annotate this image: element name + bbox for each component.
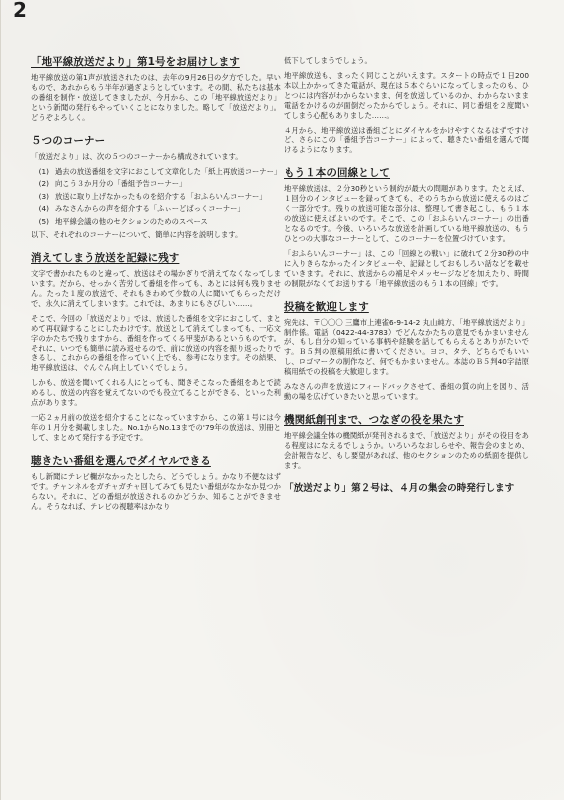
section-heading-first-issue: 「地平線放送だより」第1号をお届けします bbox=[31, 56, 240, 68]
paragraph-continuation-1: 地平線放送も、まったく同じことがいえます。スタートの時点で１日200本以上かかってきた電話が、現在は５本ぐらいになってしまったのも、ひとつには内容がわからないまま、何を放送しているのか、わからないまま電話をかけるのが面倒だったからでしょう。それに、同じ番組を２度聞いてしまう心配もありました……。 bbox=[284, 70, 529, 120]
closing-note: 「放送だより」第２号は、４月の集会の時発行します bbox=[284, 482, 515, 494]
paragraph-continuation-0: 低下してしまうでしょう。 bbox=[284, 56, 372, 65]
section-select-program bbox=[31, 455, 281, 512]
section-heading-record-broadcast: 消えてしまう放送を記録に残す bbox=[31, 252, 180, 264]
corner-list-number-4: (4) bbox=[38, 204, 49, 214]
right-column bbox=[284, 56, 529, 495]
paragraph-continuation-2: ４月から、地平線放送は番組ごとにダイヤルをかけやすくなるはずですけど、さらにこの「番組予告コーナー」によって、聴きたい番組を選んで聞けるようになります。 bbox=[284, 125, 529, 155]
section-heading-another-line: もう１本の回線として bbox=[284, 167, 390, 180]
paragraph-five-corners-intro: 「放送だより」は、次の５つのコーナーから構成されています。 bbox=[31, 151, 243, 161]
section-bridge-role bbox=[284, 414, 529, 471]
paragraph-record-broadcast-2: そこで、今回の「放送だより」では、放送した番組を文字におこして、まとめて再収録することにしたわけです。放送として消えてしまっても、一応文字のかたちで残りますから、番組を作ってくる甲斐があるというものです。それに、いつでも簡単に読み返せるので、前に放送の内容を振り返ったりできるし、これからの番組を作っていく上でも、参考になります。その結果、地平線放送は、ぐんぐん向上していくでしょう。 bbox=[31, 313, 281, 373]
left-column bbox=[31, 56, 281, 524]
paragraph-first-issue: 地平線放送の第1声が放送されたのは、去年の9月26日の夕方でした。早いもので、あれからもう半年が過ぎようとしています。その間、私たちは基本の番組を制作・放送してきましたが、今月から、この「地平線放送だより」という新聞の発行もやっていくことになりました。略して「放送だより」。どうぞよろしく。 bbox=[31, 73, 281, 122]
paragraph-another-line-2: 「おふらいんコーナー」は、この「回線との戦い」に破れて２分30秒の中に入りきらなかったインタビューや、記録としておもしろい話などを載せていきます。それに、放送からの補足やメッセージなどを加えたり、時間の制限がなくてお送りする「地平線放送のもう１本の回線」です。 bbox=[284, 248, 529, 288]
section-heading-bridge-role: 機関紙創刊まで、つなぎの役を果たす bbox=[284, 414, 464, 427]
corner-list-text-2: 向こう３か月分の「番組予告コーナー」 bbox=[55, 179, 187, 189]
corner-list-item-2 bbox=[31, 179, 281, 188]
paragraph-submissions-1: 宛先は、〒〇〇〇 三鷹市上連雀6-9-14-2 丸山純方、「地平線放送だより」制作係。電話（0422-44-3783）でどんなかたちの意見でもかまいませんが、もし自分の知っている事柄や経験を話してもらえるとありがたいです。Ｂ５判の原稿用紙に書いてください。ヨコ、タテ、どちらでもいいし、ロゴマークの制作など、何でもかまいません。本誌のＢ５判40字詰原稿用紙での投稿を大歓迎します。 bbox=[284, 317, 529, 377]
corner-list-item-1 bbox=[31, 167, 281, 176]
corner-list-number-5: (5) bbox=[38, 216, 49, 226]
section-five-corners bbox=[31, 135, 281, 240]
paragraph-submissions-2: みなさんの声を放送にフィードバックさせて、番組の質の向上を図り、活動の場を広げていきたいと思っています。 bbox=[284, 382, 529, 402]
section-submissions bbox=[284, 301, 529, 402]
corner-list-number-3: (3) bbox=[38, 191, 49, 201]
corner-list bbox=[31, 167, 281, 226]
corner-list-text-4: みなさんからの声を紹介する「ふぃーどばっくコーナー」 bbox=[55, 204, 245, 214]
corner-list-number-2: (2) bbox=[38, 179, 49, 189]
corner-list-item-4 bbox=[31, 204, 281, 213]
paragraph-record-broadcast-4: 一応２ヵ月前の放送を紹介することになっていますから、この第１号には今年の１月分を掲載しました。No.1からNo.13までの'79年の放送は、別冊として、まとめて発行する予定です。 bbox=[31, 413, 281, 442]
section-heading-submissions: 投稿を歓迎します bbox=[284, 300, 369, 313]
corner-list-item-5 bbox=[31, 217, 281, 226]
corner-list-text-1: 過去の放送番組を文字におこして文章化した「紙上再放送コーナー」 bbox=[55, 166, 282, 176]
section-continuation bbox=[284, 56, 529, 155]
corner-list-item-3 bbox=[31, 192, 281, 201]
paragraph-bridge-role-1: 地平線会議全体の機関紙が発刊されるまで、「放送だより」がその役目をある程度はになえるでしょうか。いろいろなおしらせや、報告会のまとめ、会計報告など、もし要望があれば、他のセクションのための紙面を提供します。 bbox=[284, 431, 529, 470]
section-record-broadcast bbox=[31, 252, 281, 443]
paragraph-record-broadcast-3: しかも、放送を聞いてくれる人にとっても、聞きそこなった番組をあとで読めるし、放送の内容を覚えてないのでも役立てることができる、といった利点があります。 bbox=[31, 378, 281, 408]
paragraph-select-program-1: もし新聞にテレビ欄がなかったとしたら、どうでしょう。かなり不便なはずです。チャンネルをガチャガチャ回してみても見たい番組がなかなか見つからない。それに、どの番組が放送されるのかどうか、知ることができません。そうなれば、テレビの視聴率はかなり bbox=[31, 471, 281, 511]
corner-list-number-1: (1) bbox=[38, 166, 49, 176]
corner-list-text-3: 放送に取り上げなかったものを紹介する「おふらいんコーナー」 bbox=[55, 191, 267, 201]
page-number: 2 bbox=[13, 0, 27, 22]
corner-list-text-5: 地平線会議の他のセクションのためのスペース bbox=[55, 216, 208, 226]
paragraph-another-line-1: 地平線放送は、２分30秒という制約が最大の問題があります。たとえば、１回分のインタビューを録ってきても、そのうちから放送に使えるのはごく一部分です。残りの放送可能な部分は、整理して書き起こし、もう１本の放送に使えばよいのです。そこで、この「おふらいんコーナー」の出番となるのです。今後、いろいろな放送を計画している地平線放送の、もうひとつの大事なコーナーとして、このコーナーを位置づけています。 bbox=[284, 184, 529, 243]
section-heading-select-program: 聴きたい番組を選んでダイヤルできる bbox=[31, 454, 211, 467]
section-heading-five-corners: ５つのコーナー bbox=[31, 134, 106, 147]
section-another-line bbox=[284, 167, 529, 288]
section-first-issue bbox=[31, 56, 281, 123]
paragraph-record-broadcast-1: 文字で書かれたものと違って、放送はその場かぎりで消えてなくなってしまいます。だから、せっかく苦労して番組を作っても、あとには何も残りません。たった１度の放送で、それもきわめて少数の人に聞いてもらっただけで、永久に消えてしまいます。これでは、あまりにもさびしい……。 bbox=[31, 269, 281, 308]
paragraph-five-corners-outro: 以下、それぞれのコーナーについて、簡単に内容を説明します。 bbox=[31, 230, 243, 240]
